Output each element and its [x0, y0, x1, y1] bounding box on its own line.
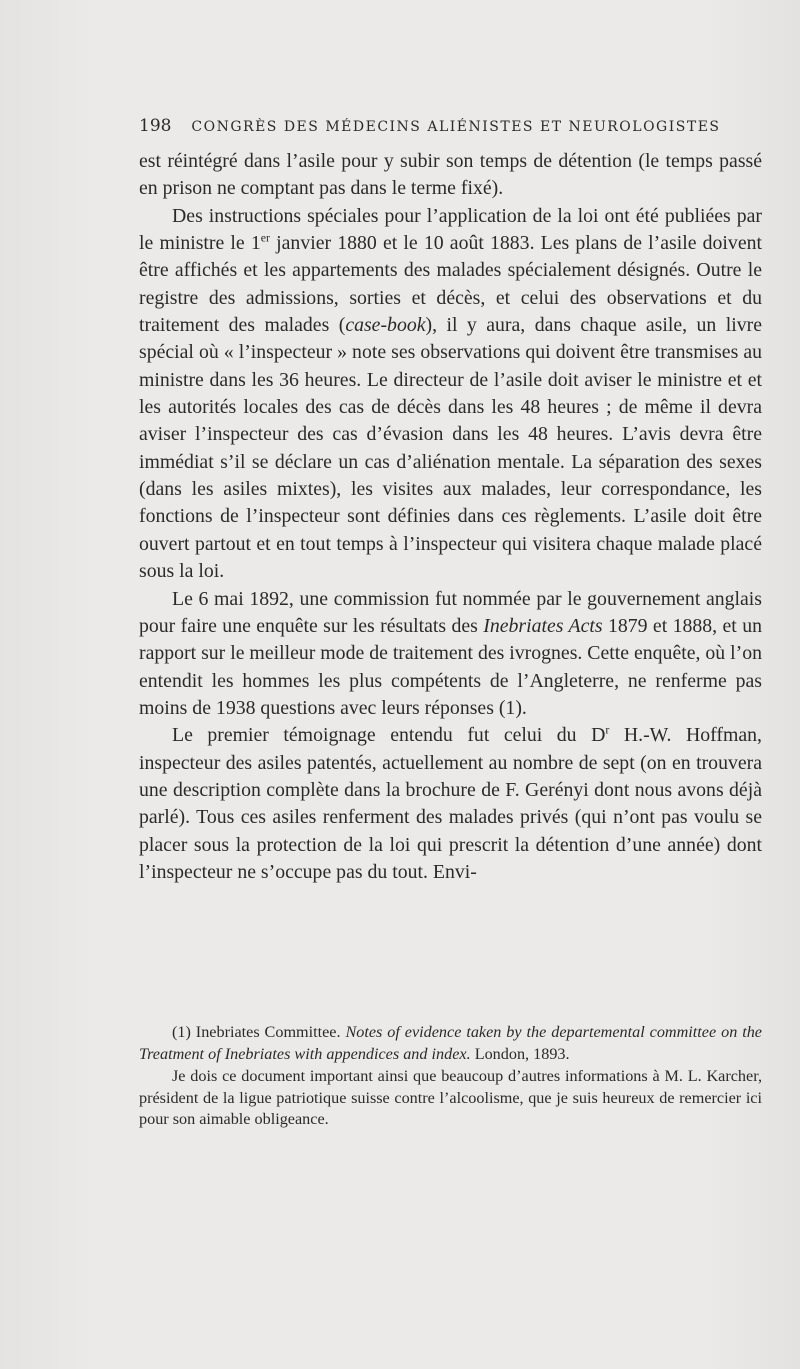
paragraph-4-text-b: H.-W. Hoffman, inspecteur des asiles patentés, actuellement au nombre de sept (on en trouvera une description complète dans la brochure de F. Gerényi dont nous avons déjà parlé). Tous ces asiles renferment des malades privés (qui n’ont pas voulu se placer sous la protection de la loi qui prescrit la détention d’une année) dont l’inspecteur ne s’occupe pas du tout. Envi-: [139, 724, 762, 883]
paragraph-2: [139, 203, 762, 586]
paragraph-2-italic: case-book: [345, 314, 426, 337]
paragraph-3: [139, 586, 762, 723]
paragraph-1-text: est réintégré dans l’asile pour y subir son temps de détention (le temps passé en prison ne comptant pas dans le terme fixé).: [139, 150, 762, 200]
paragraph-3-text-b: 1879 et 1888, et un rapport sur le meilleur mode de traitement des ivrognes. Cette enquête, où l’on entendit les hommes les plus compétents de l’Angleterre, ne renferme pas moins de 1938 questions avec leurs réponses (1).: [139, 614, 762, 719]
footnote-1-text-a: (1) Inebriates Committee.: [172, 1023, 346, 1041]
page-number: 198: [139, 116, 172, 136]
running-title: CONGRÈS DES MÉDECINS ALIÉNISTES ET NEUROLOGISTES: [191, 119, 721, 135]
running-header: [139, 116, 770, 136]
paragraph-2-text-b: janvier 1880 et le 10 août 1883. Les plans de l’asile doivent être affichés et les appartements des malades spécialement désignés. Outre le registre des admissions, sorties et décès, et celui des observations et du traitement des malades (: [139, 232, 762, 337]
footnote-2: Je dois ce document important ainsi que beaucoup d’autres informations à M. L. Karcher, président de la ligue patriotique suisse contre l’alcoolisme, que je suis heureux de remercier ici pour son aimable obligeance.: [139, 1067, 762, 1128]
paragraph-4-text-a: Le premier témoignage entendu fut celui du D: [172, 724, 606, 747]
main-text: [139, 148, 762, 886]
paragraph-1: [139, 148, 762, 203]
paragraph-3-text-a: Le 6 mai 1892, une commission fut nommée par le gouvernement anglais pour faire une enquête sur les résultats des: [139, 587, 762, 637]
paragraph-3-italic: Inebriates Acts: [483, 614, 603, 637]
footnote-1-text-b: London, 1893.: [470, 1044, 570, 1063]
footnote-1: [139, 1022, 762, 1065]
paragraph-2-text-a: Des instructions spéciales pour l’application de la loi ont été publiées par le ministre le 1: [139, 204, 762, 255]
paragraph-2-superscript: er: [260, 230, 270, 245]
paragraph-4-superscript: r: [605, 722, 610, 737]
paragraph-4: [139, 722, 762, 886]
paragraph-2-text-c: ), il y aura, dans chaque asile, un livre spécial où « l’inspecteur » note ses observations qui doivent être transmises au ministre dans les 36 heures. Le directeur de l’asile doit aviser le ministre et et les autorités locales des cas de décès dans les 48 heures ; de même il devra aviser l’inspecteur des cas d’évasion dans les 48 heures. L’avis devra être immédiat s’il se déclare un cas d’aliénation mentale. La séparation des sexes (dans les asiles mixtes), les visites aux malades, leur correspondance, les fonctions de l’inspecteur sont définies dans ces règlements. L’asile doit être ouvert partout et en tout temps à l’inspecteur qui visitera chaque malade placé sous la loi.: [139, 314, 762, 583]
footnote-1-italic: Notes of evidence taken by the departemental committee on the Treatment of Inebriates with appendices and index.: [139, 1023, 762, 1063]
footnotes: [139, 1022, 762, 1132]
